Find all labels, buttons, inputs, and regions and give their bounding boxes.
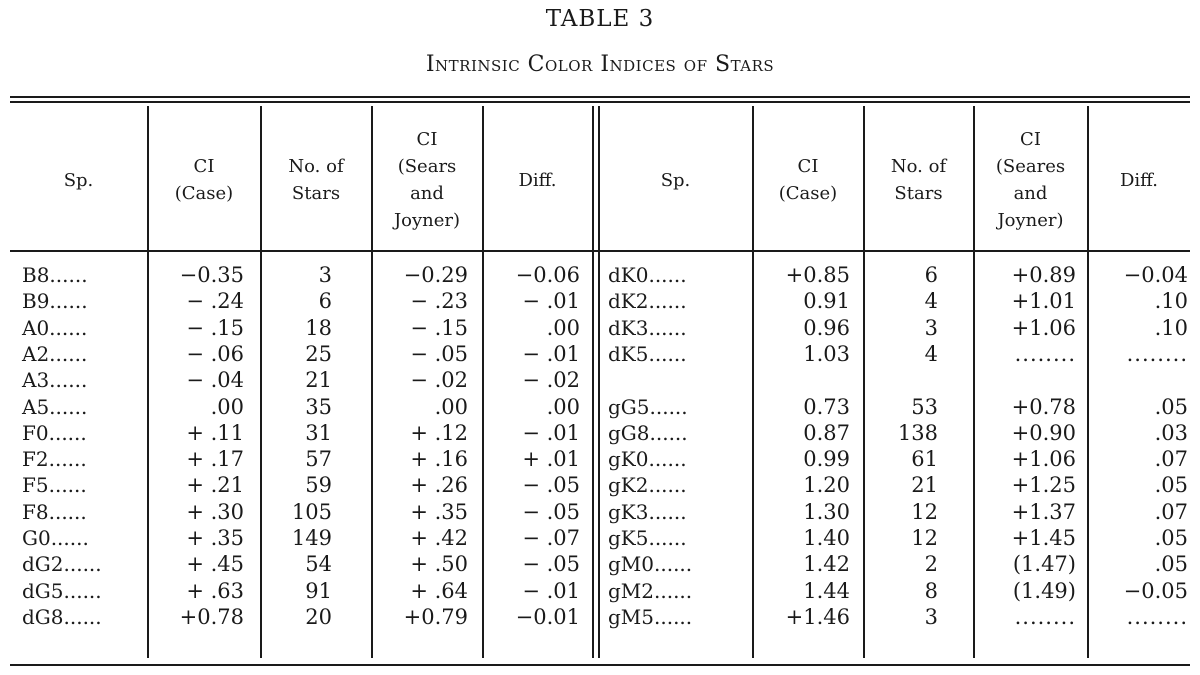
cell-ci-seares-joyner-right: +1.01 [1011,289,1076,314]
cell-diff-right: .05 [1154,473,1188,498]
cell-diff: .00 [546,315,580,340]
cell-num-stars: 57 [305,447,332,472]
cell-ci-case-right: 1.44 [803,578,850,603]
cell-ci-case-right: 0.99 [803,447,850,472]
cell-ci-case: + .45 [186,552,244,577]
cell-ci-case-right: 1.40 [803,526,850,550]
cell-diff-right: .05 [1154,526,1188,550]
cell-diff: − .01 [522,578,580,603]
cell-sp-right: gM0...... [608,552,693,577]
cell-ci-case-right [756,367,850,393]
header-ci-case: CI (Case) [174,156,234,204]
cell-diff-right: .07 [1154,447,1188,472]
cell-ci-seares-joyner-right: ........ [1014,604,1076,629]
cell-diff-right: .05 [1154,394,1188,419]
right-table-row [0,446,1200,472]
top-rule-thin [10,101,1190,103]
cell-ci-sears-joyner: + .16 [410,447,468,472]
cell-diff-right [1090,367,1188,393]
cell-ci-case: +0.78 [179,604,244,629]
cell-diff-right: .03 [1154,420,1188,445]
cell-sp: G0...... [22,526,89,550]
cell-diff-right: −0.04 [1123,263,1188,287]
cell-ci-seares-joyner-right: (1.47) [1012,552,1076,577]
cell-num-stars: 18 [305,315,332,340]
cell-sp-right: gK0...... [608,447,687,472]
cell-diff: −0.01 [515,604,580,629]
cell-diff: .00 [546,394,580,419]
cell-num-stars: 21 [305,368,332,393]
cell-ci-sears-joyner: + .64 [410,578,468,603]
cell-num-stars-right: 3 [924,604,938,629]
cell-diff-right: .07 [1154,499,1188,524]
cell-sp: F8...... [22,499,87,524]
cell-sp: dG5...... [22,578,102,603]
cell-num-stars-right: 21 [911,473,938,498]
cell-ci-sears-joyner: + .50 [410,552,468,577]
table-label: TABLE 3 [545,6,655,32]
cell-num-stars-right: 8 [924,578,938,603]
cell-num-stars-right: 4 [924,341,938,366]
cell-ci-seares-joyner-right: (1.49) [1012,578,1076,603]
cell-sp-right: gK3...... [608,499,687,524]
cell-ci-seares-joyner-right: +0.89 [1011,263,1076,287]
cell-ci-case-right: 1.42 [803,552,850,577]
cell-ci-case-right: +0.85 [785,263,850,287]
cell-sp-right: gG8...... [608,420,688,445]
cell-diff: − .01 [522,341,580,366]
cell-diff-right: .10 [1154,289,1188,314]
cell-diff: −0.06 [515,263,580,287]
cell-diff: − .02 [522,368,580,393]
cell-sp-right: dK5...... [608,341,687,366]
cell-num-stars: 6 [318,289,332,314]
cell-diff: − .01 [522,289,580,314]
cell-sp: B9...... [22,289,88,314]
cell-sp: F2...... [22,447,87,472]
cell-ci-case: − .24 [186,289,244,314]
cell-ci-sears-joyner: .00 [434,394,468,419]
cell-num-stars: 149 [291,526,332,550]
cell-diff: − .01 [522,420,580,445]
cell-diff-right: ........ [1126,341,1188,366]
cell-ci-seares-joyner-right: +1.06 [1011,447,1076,472]
cell-num-stars-right [866,367,938,393]
right-table-row [0,315,1200,341]
cell-ci-seares-joyner-right: +1.37 [1011,499,1076,524]
cell-ci-case: + .35 [186,526,244,550]
cell-ci-sears-joyner: − .23 [410,289,468,314]
cell-num-stars-right: 12 [911,499,938,524]
cell-ci-seares-joyner-right: +0.90 [1011,420,1076,445]
cell-sp-right: dK2...... [608,289,687,314]
cell-sp: F5...... [22,473,87,498]
cell-num-stars-right: 138 [897,420,938,445]
table-title: Intrinsic Color Indices of Stars [425,52,775,77]
cell-diff-right: −0.05 [1123,578,1188,603]
cell-ci-sears-joyner: − .02 [410,368,468,393]
cell-sp-right [608,367,752,393]
cell-ci-case: + .21 [186,473,244,498]
cell-ci-case-right: 0.91 [803,289,850,314]
cell-ci-case-right: 1.03 [803,341,850,366]
cell-ci-case-right: 0.87 [803,420,850,445]
cell-sp: dG8...... [22,604,102,629]
cell-diff: + .01 [522,447,580,472]
cell-num-stars-right: 53 [911,394,938,419]
cell-ci-seares-joyner-right: +1.06 [1011,315,1076,340]
header-diff: Diff. [518,169,557,191]
cell-ci-sears-joyner: + .12 [410,420,468,445]
cell-sp-right: gM5...... [608,604,693,629]
header-ci-case-right: CI (Case) [778,156,838,204]
cell-ci-sears-joyner: + .42 [410,526,468,550]
cell-diff: − .05 [522,499,580,524]
cell-num-stars: 25 [305,341,332,366]
right-table-row [0,499,1200,525]
cell-sp-right: gG5...... [608,394,688,419]
cell-sp: dG2...... [22,552,102,577]
cell-ci-case: − .15 [186,315,244,340]
cell-num-stars: 20 [305,604,332,629]
cell-ci-case: + .63 [186,578,244,603]
cell-ci-case-right: 1.20 [803,473,850,498]
cell-ci-sears-joyner: +0.79 [403,604,468,629]
cell-num-stars: 105 [291,499,332,524]
cell-ci-case: − .04 [186,368,244,393]
bottom-rule [10,664,1190,666]
cell-ci-seares-joyner-right: +0.78 [1011,394,1076,419]
cell-num-stars-right: 12 [911,526,938,550]
right-table-row [0,551,1200,577]
cell-ci-case: −0.35 [179,263,244,287]
cell-ci-case-right: 0.96 [803,315,850,340]
top-rule-thick [10,96,1190,98]
cell-ci-case: − .06 [186,341,244,366]
cell-diff: − .05 [522,473,580,498]
cell-ci-case: + .17 [186,447,244,472]
header-sp-right: Sp. [660,169,691,191]
cell-sp: B8...... [22,263,88,287]
right-table-row [0,288,1200,314]
cell-num-stars: 31 [305,420,332,445]
cell-ci-case-right: 0.73 [803,394,850,419]
header-num-stars-right: No. of Stars [890,156,947,204]
header-diff-right: Diff. [1119,169,1159,191]
cell-ci-sears-joyner: −0.29 [403,263,468,287]
cell-diff-right: ........ [1126,604,1188,629]
cell-ci-sears-joyner: − .05 [410,341,468,366]
cell-ci-seares-joyner-right: +1.25 [1011,473,1076,498]
cell-diff: − .07 [522,526,580,550]
cell-num-stars: 59 [305,473,332,498]
cell-ci-seares-joyner-right: +1.45 [1011,526,1076,550]
cell-ci-seares-joyner-right [976,367,1076,393]
right-table-row [0,262,1200,288]
cell-ci-case: .00 [210,394,244,419]
cell-sp: F0...... [22,420,87,445]
right-table-row [0,420,1200,446]
right-table-row [0,394,1200,420]
cell-ci-seares-joyner-right: ........ [1014,341,1076,366]
cell-sp: A2...... [22,341,88,366]
cell-num-stars: 3 [318,263,332,287]
right-table-row [0,604,1200,630]
cell-num-stars-right: 2 [924,552,938,577]
right-table-row [0,578,1200,604]
cell-ci-case-right: +1.46 [785,604,850,629]
header-ci-seares-joyner-right: CI (Seares and Joyner) [995,129,1066,231]
cell-ci-sears-joyner: + .35 [410,499,468,524]
cell-num-stars: 35 [305,394,332,419]
header-num-stars: No. of Stars [288,156,344,204]
cell-num-stars-right: 61 [911,447,938,472]
cell-sp-right: gK5...... [608,526,687,550]
right-table-row [0,341,1200,367]
right-table-row [0,367,1200,393]
right-table-row [0,525,1200,551]
cell-num-stars: 91 [305,578,332,603]
cell-sp: A5...... [22,394,88,419]
cell-sp-right: dK3...... [608,315,687,340]
cell-sp-right: dK0...... [608,263,687,287]
header-sp: Sp. [63,169,94,191]
cell-sp-right: gM2...... [608,578,693,603]
cell-diff-right: .10 [1154,315,1188,340]
cell-sp: A0...... [22,315,88,340]
cell-sp-right: gK2...... [608,473,687,498]
cell-num-stars-right: 6 [924,263,938,287]
cell-diff: − .05 [522,552,580,577]
cell-ci-sears-joyner: − .15 [410,315,468,340]
cell-diff-right: .05 [1154,552,1188,577]
cell-num-stars: 54 [305,552,332,577]
cell-ci-case: + .11 [186,420,244,445]
header-ci-sears-joyner: CI (Sears and Joyner) [393,129,461,231]
cell-num-stars-right: 3 [924,315,938,340]
cell-ci-case: + .30 [186,499,244,524]
cell-ci-case-right: 1.30 [803,499,850,524]
cell-ci-sears-joyner: + .26 [410,473,468,498]
right-table-row [0,472,1200,498]
cell-sp: A3...... [22,368,88,393]
cell-num-stars-right: 4 [924,289,938,314]
